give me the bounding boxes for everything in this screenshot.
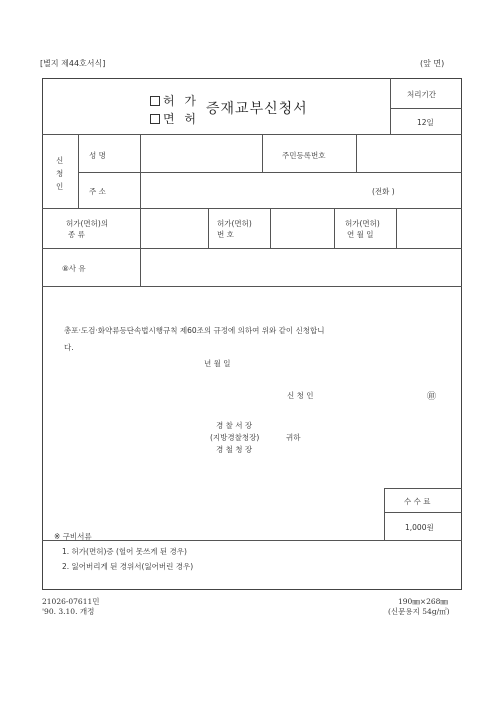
name-label: 성 명	[89, 151, 106, 160]
date-line: 년 월 일	[204, 359, 231, 368]
license-type-label-2: 종 류	[68, 230, 85, 239]
addressee-police-station: 경 찰 서 장	[216, 421, 253, 430]
seal-icon: ㊞	[427, 392, 437, 402]
title-option-license: 면 허	[150, 108, 199, 127]
processing-period-value: 12일	[417, 118, 434, 127]
license-number-field[interactable]	[272, 210, 332, 246]
license-date-label-2: 연 월 일	[347, 230, 374, 239]
required-doc-item: 2. 잃어버리게 된 경위서(잃어버린 경우)	[62, 562, 194, 571]
form-number: [별지 제44호서식]	[40, 59, 106, 68]
applicant-section-char-3: 인	[56, 182, 64, 191]
title-option-permit: 허 가	[150, 90, 199, 109]
form-title: 증재교부신청서	[206, 101, 308, 117]
address-label: 주 소	[89, 187, 106, 196]
page-side-label: (앞 면)	[420, 59, 445, 68]
license-number-label-2: 번 호	[217, 230, 234, 239]
footer-code: 21026-07611민	[42, 597, 100, 606]
name-field[interactable]	[142, 136, 260, 170]
applicant-section-char-2: 청	[56, 169, 64, 178]
addressee-police-agency: 경 철 청 장	[216, 445, 253, 454]
reason-label: ⑧사 유	[62, 264, 86, 273]
footer-size: 190㎜×268㎜	[398, 597, 448, 606]
address-field[interactable]	[142, 174, 460, 206]
processing-period-label: 처리기간	[407, 90, 436, 99]
license-date-label: 허가(면허)	[345, 219, 380, 228]
resident-id-field[interactable]	[358, 136, 460, 170]
resident-id-label: 주민등록번호	[282, 151, 326, 160]
license-type-field[interactable]	[142, 210, 206, 246]
reason-field[interactable]	[142, 250, 460, 284]
applicant-section-char-1: 신	[56, 156, 64, 165]
license-type-label: 허가(면허)의	[66, 219, 109, 228]
required-doc-item: 1. 허가(면허)증 (헐어 못쓰게 된 경우)	[62, 547, 187, 556]
addressee-provincial-police: (지방경찰청장)	[210, 433, 260, 442]
license-number-label: 허가(면허)	[217, 219, 252, 228]
checkbox-icon	[150, 114, 160, 124]
phone-label: (전화 )	[372, 187, 395, 196]
required-docs-heading: ※ 구비서류	[54, 532, 92, 541]
license-date-field[interactable]	[398, 210, 460, 246]
applicant-signature-label: 신 청 인	[287, 391, 314, 400]
honorific: 귀하	[286, 433, 301, 442]
statement-line-1: 총포·도검·화약류등단속법시행규칙 제60조의 규정에 의하여 위와 같이 신청합니	[64, 326, 325, 335]
checkbox-icon	[150, 96, 160, 106]
fee-value: 1,000원	[405, 523, 434, 532]
footer-paper: (신문용지 54g/㎡)	[388, 607, 450, 616]
fee-label: 수 수 료	[404, 497, 431, 506]
footer-revised: '90. 3.10. 개정	[42, 607, 95, 616]
statement-line-2: 다.	[64, 343, 74, 352]
